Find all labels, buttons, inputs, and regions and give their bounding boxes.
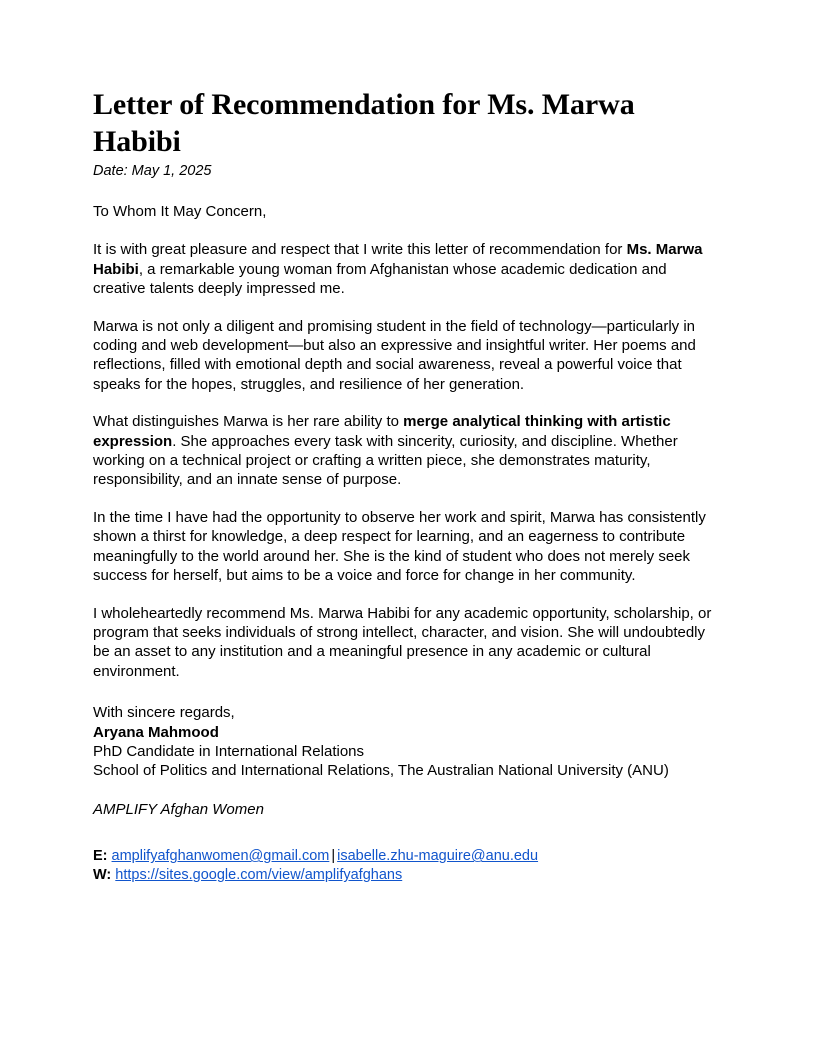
email-link-primary[interactable]: amplifyafghanwomen@gmail.com [111,848,330,865]
emphasis-text: merge analytical thinking with artistic expression [93,413,671,450]
plain-text: It is with great pleasure and respect that I write this letter of recommendation for [93,241,627,259]
plain-text: , a remarkable young woman from Afghanistan whose academic dedication and creative talents deeply impressed me. [93,260,667,298]
contact-separator: | [331,848,336,865]
plain-text: In the time I have had the opportunity to observe her work and spirit, Marwa has consistently shown a thirst for knowledge, a deep respect for learning, and an eagerness to contribute meaningfully to the world around her. She is the kind of student who does not merely seek success for herself, but aims to be a voice and force for change in her community. [93,508,706,585]
signature-block [93,703,722,781]
website-link[interactable]: https://sites.google.com/view/amplifyafghans [115,867,403,884]
email-prefix-label: E: [93,848,108,865]
emphasis-text: Ms. Marwa Habibi [93,241,703,278]
letter-body [93,240,722,681]
body-paragraph [93,317,722,395]
email-link-secondary[interactable]: isabelle.zhu-maguire@anu.edu [337,848,539,865]
signature-name: Aryana Mahmood [93,723,219,741]
signature-role: PhD Candidate in International Relations [93,742,365,760]
signature-affiliation: School of Politics and International Relations, The Australian National University (ANU) [93,762,669,780]
contact-email-line [93,847,722,866]
plain-text: . She approaches every task with sincerity, curiosity, and discipline. Whether working on a technical project or crafting a written piece, she demonstrates maturity, responsibility, and an innate sense of purpose. [93,432,678,489]
page-title: Letter of Recommendation for Ms. Marwa Habibi [93,88,635,158]
contact-block [93,847,722,885]
plain-text: I wholeheartedly recommend Ms. Marwa Habibi for any academic opportunity, scholarship, or program that seeks individuals of strong intellect, character, and vision. She will undoubtedly be an asset to any institution and a meaningful presence in any academic or cultural environment. [93,604,712,680]
plain-text: Marwa is not only a diligent and promising student in the field of technology—particularly in coding and web development—but also an expressive and insightful writer. Her poems and reflections, filled with emotional depth and social awareness, reveal a powerful voice that speaks for the hopes, struggles, and resilience of her generation. [93,317,696,393]
web-prefix-label: W: [93,867,112,884]
contact-website-line [93,866,722,885]
body-paragraph [93,604,722,682]
organization-name: AMPLIFY Afghan Women [93,800,264,818]
signature-closing: With sincere regards, [93,704,235,722]
salutation: To Whom It May Concern, [93,203,267,220]
body-paragraph [93,508,722,586]
plain-text: What distinguishes Marwa is her rare ability to [93,413,404,431]
body-paragraph [93,412,722,490]
document-date: Date: May 1, 2025 [93,163,212,179]
body-paragraph [93,240,722,298]
